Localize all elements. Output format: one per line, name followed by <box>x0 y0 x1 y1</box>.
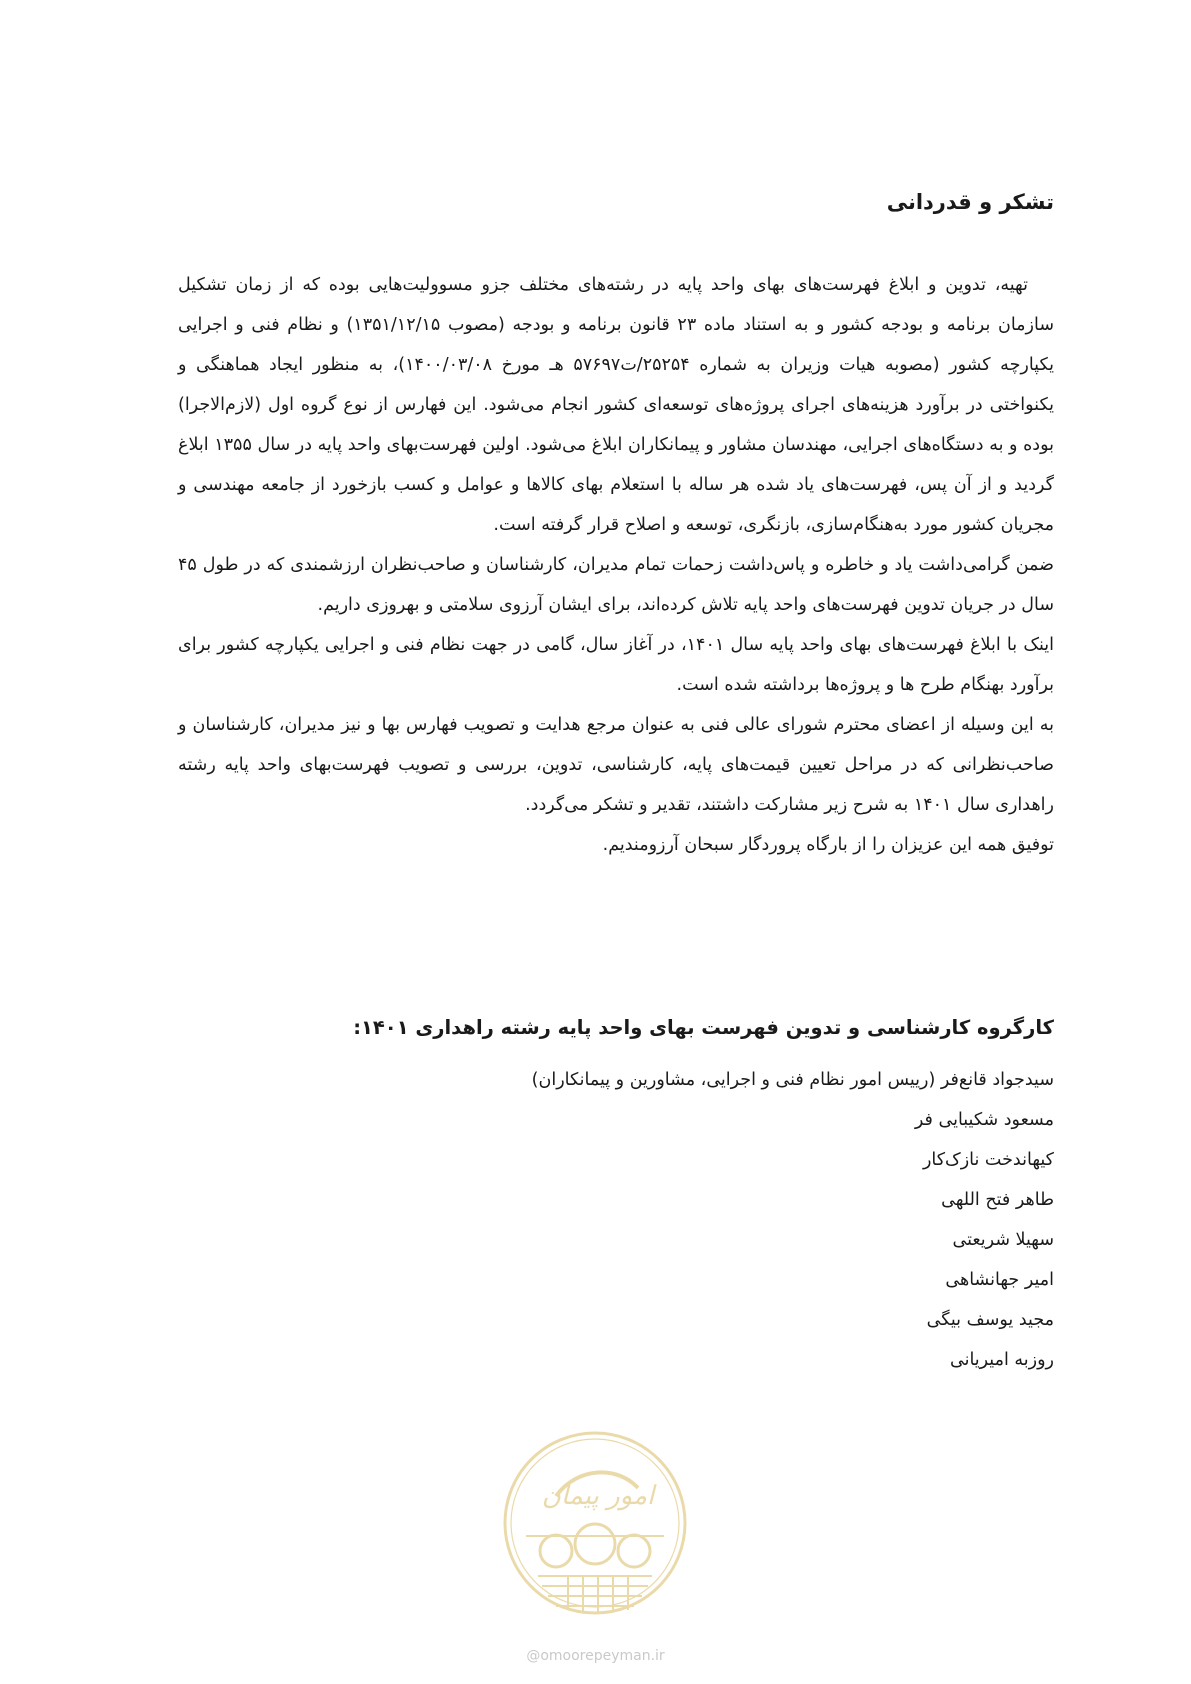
seal-gear-center <box>575 1524 615 1564</box>
member-item: کیهاندخت نازک‌کار <box>922 1150 1054 1170</box>
member-item: روزبه امیریانی <box>949 1350 1054 1370</box>
seal-script: امور پیمان <box>541 1481 655 1511</box>
paragraph-remembrance: ضمن گرامی‌داشت یاد و خاطره و پاس‌داشت زحمات تمام مدیران، کارشناسان و صاحب‌نظران ارزشمندی که در طول ۴۵ سال در جریان تدوین فهرست‌های واحد پایه تلاش کرده‌اند، برای ایشان آرزوی سلامتی و بهروزی داریم. <box>178 555 1054 615</box>
member-item: طاهر فتح اللهی <box>941 1190 1054 1210</box>
acknowledgement-body <box>178 265 1054 865</box>
member-item: مجید یوسف بیگی <box>926 1310 1054 1330</box>
member-item: امیر جهانشاهی <box>945 1270 1054 1290</box>
paragraph-thanks: به این وسیله از اعضای محترم شورای عالی فنی به عنوان مرجع هدایت و تصویب فهارس بها و نیز مدیران، کارشناسان و صاحب‌نظرانی که در مراحل تعیین قیمت‌های پایه، کارشناسی، تدوین، بررسی و تصویب فهرست‌بهای واحد پایه رشته راهداری سال ۱۴۰۱ به شرح زیر مشارکت داشتند، تقدیر و تشکر می‌گردد. <box>178 715 1054 815</box>
footer-url: @omoorepeyman.ir <box>526 1648 665 1664</box>
paragraph-intro: تهیه، تدوین و ابلاغ فهرست‌های بهای واحد پایه در رشته‌های مختلف جزو مسوولیت‌هایی بوده که از زمان تشکیل سازمان برنامه و بودجه کشور و به استناد ماده ۲۳ قانون برنامه و بودجه (مصوب ۱۳۵۱/۱۲/۱۵) و نظام فنی و اجرایی یکپارچه کشور (مصوبه هیات وزیران به شماره ۲۵۲۵۴/ت۵۷۶۹۷ هـ مورخ ۱۴۰۰/۰۳/۰۸)، به منظور ایجاد هماهنگی و یکنواختی در برآورد هزینه‌های اجرای پروژه‌های توسعه‌ای کشور انجام می‌شود. این فهارس از نوع گروه اول (لازم‌الاجرا) بوده و به دستگاه‌های اجرایی، مهندسان مشاور و پیمانکاران ابلاغ می‌شود. اولین فهرست‌بهای واحد پایه در سال ۱۳۵۵ ابلاغ گردید و از آن پس، فهرست‌های یاد شده هر ساله با استعلام بهای کالاها و عوامل و کسب بازخورد از جامعه مهندسی و مجریان کشور مورد به‌هنگام‌سازی، بازنگری، توسعه و اصلاح قرار گرفته است. <box>178 275 1055 535</box>
working-group-members <box>532 1060 1054 1380</box>
paragraph-announcement: اینک با ابلاغ فهرست‌های بهای واحد پایه سال ۱۴۰۱، در آغاز سال، گامی در جهت نظام فنی و اجرایی یکپارچه کشور برای برآورد بهنگام طرح ها و پروژه‌ها برداشته شده است. <box>178 635 1054 695</box>
member-item: سهیلا شریعتی <box>952 1230 1054 1250</box>
working-group-title: کارگروه کارشناسی و تدوین فهرست بهای واحد پایه رشته راهداری ۱۴۰۱: <box>353 1016 1054 1039</box>
paragraph-closing: توفیق همه این عزیزان را از بارگاه پروردگار سبحان آرزومندیم. <box>602 835 1054 855</box>
seal-gear-left <box>540 1535 572 1567</box>
page-heading: تشکر و قدردانی <box>886 190 1054 214</box>
seal-gear-right <box>618 1535 650 1567</box>
member-item: سیدجواد قانع‌فر (رییس امور نظام فنی و اجرایی، مشاورین و پیمانکاران) <box>531 1070 1054 1090</box>
member-item: مسعود شکیبایی فر <box>914 1110 1054 1130</box>
omoorepeyman-seal-logo <box>498 1426 692 1644</box>
